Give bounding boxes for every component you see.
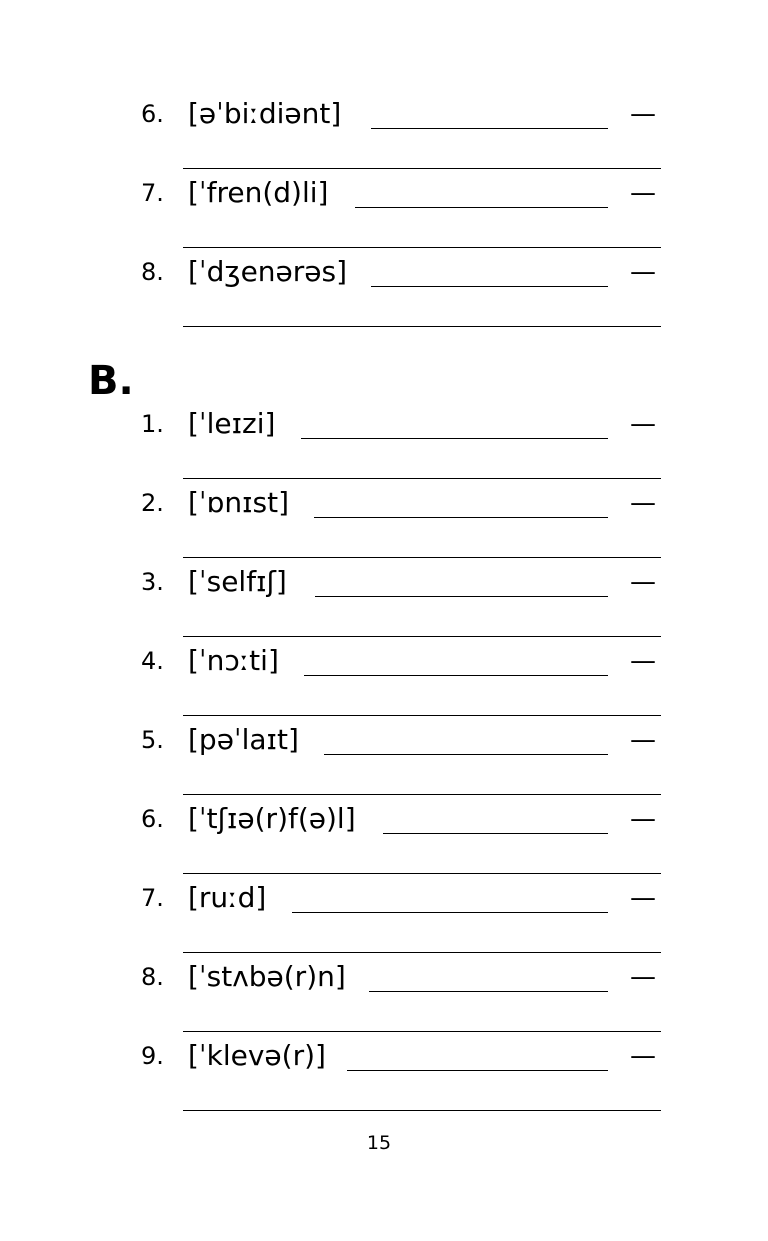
dash: — [630,725,656,755]
answer-blank[interactable] [371,286,608,287]
transcription: [ˈdʒenərəs] [188,255,348,288]
transcription: [ˈklevə(r)] [188,1039,326,1072]
section-b-label: B. [88,358,134,404]
translation-line[interactable] [183,478,661,479]
item-number: 1. [141,410,164,438]
transcription: [ˈnɔːti] [188,644,279,677]
answer-blank[interactable] [355,207,608,208]
item-number: 8. [141,963,164,991]
item-number: 5. [141,726,164,754]
dash: — [630,257,656,287]
dash: — [630,883,656,913]
dash: — [630,962,656,992]
dash: — [630,646,656,676]
transcription: [ˈtʃɪə(r)f(ə)l] [188,802,356,835]
answer-blank[interactable] [371,128,608,129]
answer-blank[interactable] [314,517,608,518]
translation-line[interactable] [183,326,661,327]
answer-blank[interactable] [347,1070,608,1071]
exercise-item-a8 [0,255,768,352]
item-number: 7. [141,179,164,207]
transcription: [ruːd] [188,881,267,914]
exercise-item-b9 [0,1039,768,1136]
dash: — [630,178,656,208]
item-number: 9. [141,1042,164,1070]
item-number: 4. [141,647,164,675]
transcription: [ˈleɪzi] [188,407,276,440]
answer-blank[interactable] [315,596,608,597]
transcription: [ˈselfɪʃ] [188,565,287,598]
translation-line[interactable] [183,636,661,637]
translation-line[interactable] [183,557,661,558]
dash: — [630,567,656,597]
answer-blank[interactable] [369,991,608,992]
transcription: [ˈstʌbə(r)n] [188,960,346,993]
item-number: 6. [141,805,164,833]
item-number: 3. [141,568,164,596]
transcription: [ˈfren(d)li] [188,176,329,209]
translation-line[interactable] [183,247,661,248]
answer-blank[interactable] [383,833,608,834]
translation-line[interactable] [183,794,661,795]
translation-line[interactable] [183,1110,661,1111]
transcription: [əˈbiːdiənt] [188,97,342,130]
answer-blank[interactable] [292,912,608,913]
translation-line[interactable] [183,168,661,169]
translation-line[interactable] [183,715,661,716]
translation-line[interactable] [183,1031,661,1032]
dash: — [630,409,656,439]
page-number: 15 [366,1132,392,1154]
answer-blank[interactable] [301,438,608,439]
item-number: 2. [141,489,164,517]
translation-line[interactable] [183,873,661,874]
item-number: 6. [141,100,164,128]
dash: — [630,99,656,129]
item-number: 7. [141,884,164,912]
dash: — [630,1041,656,1071]
translation-line[interactable] [183,952,661,953]
answer-blank[interactable] [324,754,608,755]
transcription: [pəˈlaɪt] [188,723,299,756]
answer-blank[interactable] [304,675,608,676]
dash: — [630,488,656,518]
dash: — [630,804,656,834]
item-number: 8. [141,258,164,286]
transcription: [ˈɒnɪst] [188,486,290,519]
